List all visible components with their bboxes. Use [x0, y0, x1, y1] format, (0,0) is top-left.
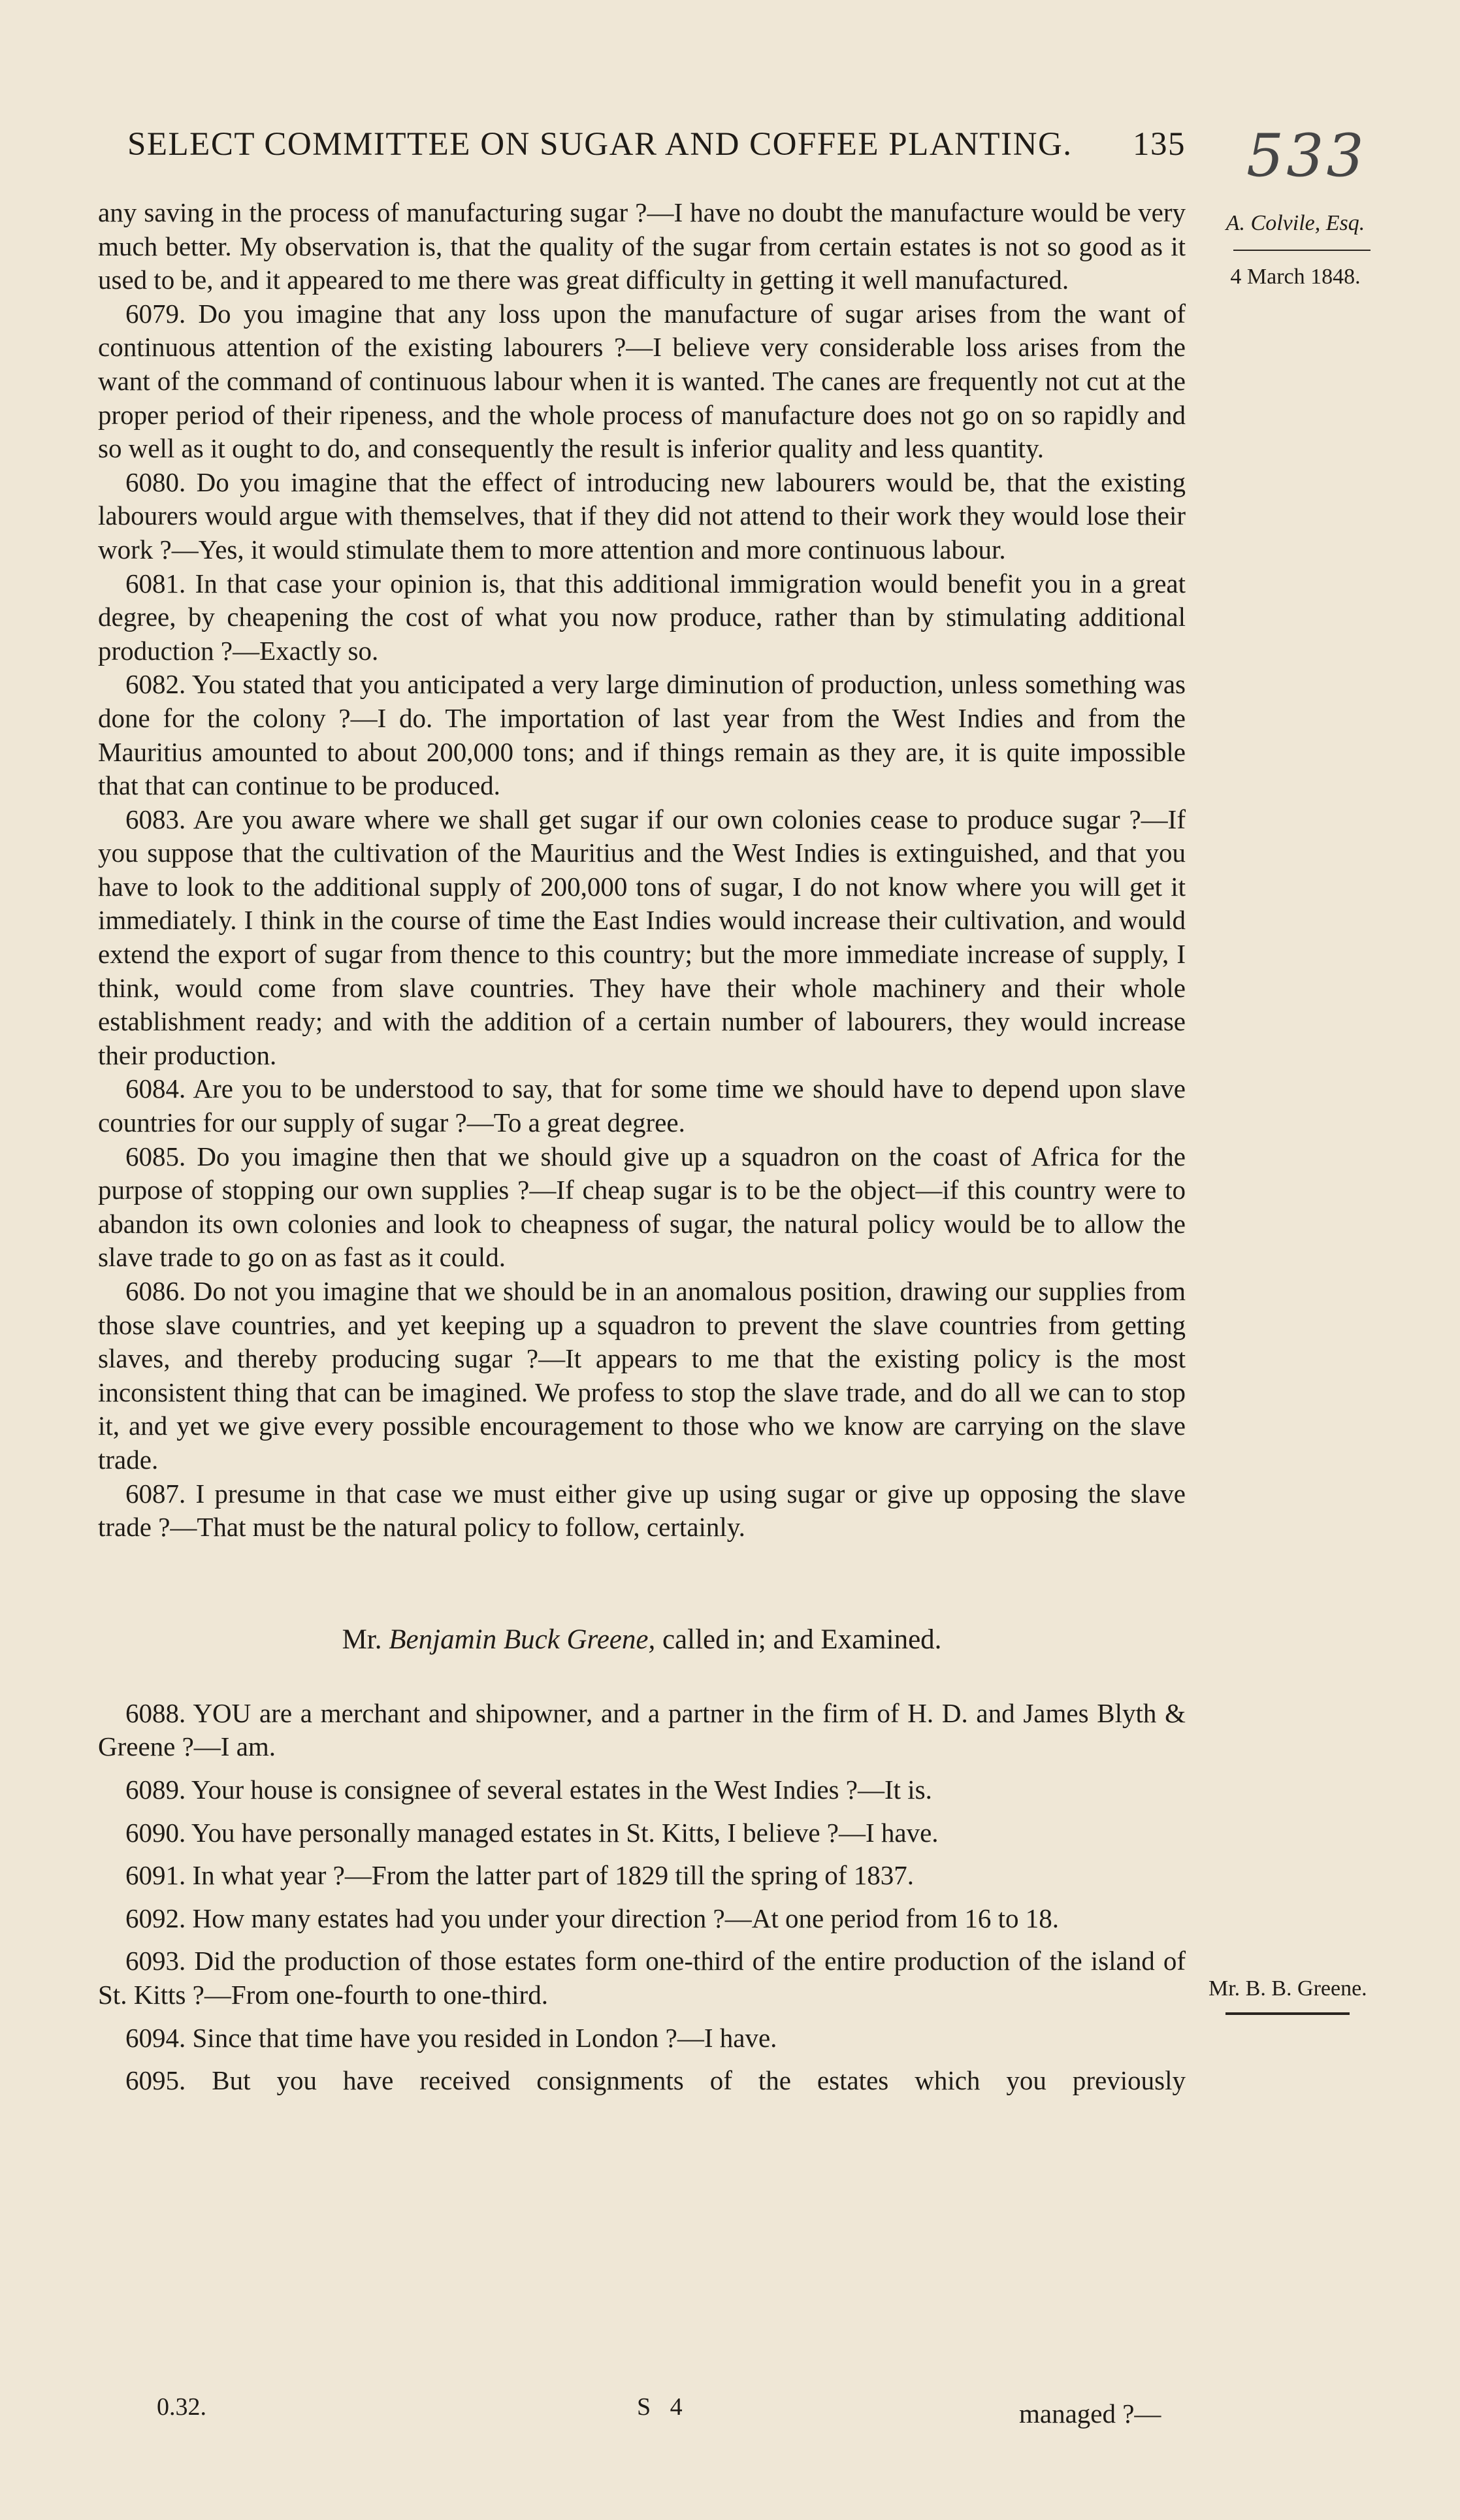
paragraph-6087: 6087. I presume in that case we must either give up using sugar or give up opposing the slave trade ?—That must be the natural policy to follow, certainly. [98, 1478, 1186, 1543]
witness-name-greene: Mr. B. B. Greene. [1209, 1976, 1367, 2001]
paragraph-6088: 6088. YOU are a merchant and shipowner, and a partner in the firm of H. D. and James Blyth & Greene ?—I am. [98, 1697, 1186, 1762]
witness-date: 4 March 1848. [1230, 265, 1361, 289]
paragraph-6080: 6080. Do you imagine that the effect of introducing new labourers would be, that the existing labourers would argue with themselves, that if they did not attend to their work they would lose their work ?—Yes, it would stimulate them to more attention and more continuous labour. [98, 466, 1186, 565]
paragraph-6090: 6090. You have personally managed estates in St. Kitts, I believe ?—I have. [125, 1817, 939, 1848]
running-title: SELECT COMMITTEE ON SUGAR AND COFFEE PLANTING. [127, 126, 1073, 163]
paragraph-6091: 6091. In what year ?—From the latter part of 1829 till the spring of 1837. [125, 1860, 914, 1891]
body-text [98, 196, 1186, 2098]
margin-rule [1233, 250, 1371, 251]
paragraph-6092: 6092. How many estates had you under your direction ?—At one period from 16 to 18. [125, 1903, 1059, 1933]
footer-paper-number: 0.32. [157, 2393, 206, 2421]
witness-heading [98, 1622, 1186, 1658]
page-number: 135 [1133, 126, 1186, 163]
page-header [127, 125, 1186, 178]
margin-rule [1225, 2012, 1350, 2015]
paragraph-6082: 6082. You stated that you anticipated a very large diminution of production, unless something was done for the colony ?—I do. The importation of last year from the West Indies and from the Mauritius amounted to about 200,000 tons; and if things remain as they are, it is quite impossible that that can continue to be produced. [98, 669, 1186, 801]
paragraph-6089: 6089. Your house is consignee of several estates in the West Indies ?—It is. [125, 1774, 932, 1805]
footer-catchword: managed ?— [1019, 2398, 1161, 2429]
paragraph-6093: 6093. Did the production of those estates form one-third of the entire production of the island of St. Kitts ?—From one-fourth to one-third. [98, 1946, 1186, 2010]
paragraph-6086: 6086. Do not you imagine that we should be in an anomalous position, drawing our supplies from those slave countries, and yet keeping up a squadron to prevent the slave countries from getting slaves, and thereby producing sugar ?—It appears to me that the existing policy is the most inconsistent thing that can be imagined. We profess to stop the slave trade, and do all we can to stop it, and yet we give every possible encouragement to those who we know are carrying on the slave trade. [98, 1276, 1186, 1475]
paragraph-6085: 6085. Do you imagine then that we should give up a squadron on the coast of Africa for the purpose of stopping our own supplies ?—If cheap sugar is to be the object—if this country were to abandon its own colonies and look to cheapness of sugar, the natural policy would be to allow the slave trade to go on as fast as it could. [98, 1141, 1186, 1273]
paragraph-6083: 6083. Are you aware where we shall get sugar if our own colonies cease to produce sugar ?—If you suppose that the cultivation of the Mauritius and the West Indies is extinguished, and that you have to look to the additional supply of 200,000 tons of sugar, I do not know where you will get it immediately. I think in the course of time the East Indies would increase their cultivation, and would extend the export of sugar from thence to this country; but the more immediate increase of supply, I think, would come from slave countries. They have their whole machinery and their whole establishment ready; and with the addition of a certain number of labourers, they would increase their production. [98, 804, 1186, 1070]
footer-signature-mark: S 4 [637, 2393, 689, 2421]
heading-suffix: called in; and Examined. [662, 1624, 942, 1655]
paragraph-6084: 6084. Are you to be understood to say, that for some time we should have to depend upon slave countries for our supply of sugar ?—To a great degree. [98, 1073, 1186, 1138]
paragraph-6079: 6079. Do you imagine that any loss upon the manufacture of sugar arises from the want of continuous attention of the existing labourers ?—I believe very considerable loss arises from the want of the command of continuous labour when it is wanted. The canes are frequently not cut at the proper period of their ripeness, and the whole process of manufacture does not go on so rapidly and so well as it ought to do, and consequently the result is inferior quality and less quantity. [98, 298, 1186, 464]
witness-full-name: Benjamin Buck Greene, [389, 1624, 656, 1655]
margin-note-greene [1209, 1974, 1367, 2015]
paragraph-6081: 6081. In that case your opinion is, that this additional immigration would benefit you in a great degree, by cheapening the cost of what you now produce, rather than by stimulating additional production ?—Exactly so. [98, 568, 1186, 666]
paragraph-6095: 6095. But you have received consignments of the estates which you previously [125, 2065, 1186, 2096]
witness-name-colvile: A. Colvile, Esq. [1225, 211, 1365, 235]
paragraph-6094: 6094. Since that time have you resided in London ?—I have. [125, 2022, 777, 2053]
paragraph: any saving in the process of manufacturing sugar ?—I have no doubt the manufacture would be very much better. My observation is, that the quality of the sugar from certain estates is not so good as it used to be, and it appeared to me there was great difficulty in getting it well manufactured. [98, 197, 1186, 295]
heading-prefix: Mr. [342, 1624, 382, 1655]
margin-note-colvile [1220, 209, 1371, 291]
handwritten-folio-number: 533 [1246, 122, 1367, 190]
